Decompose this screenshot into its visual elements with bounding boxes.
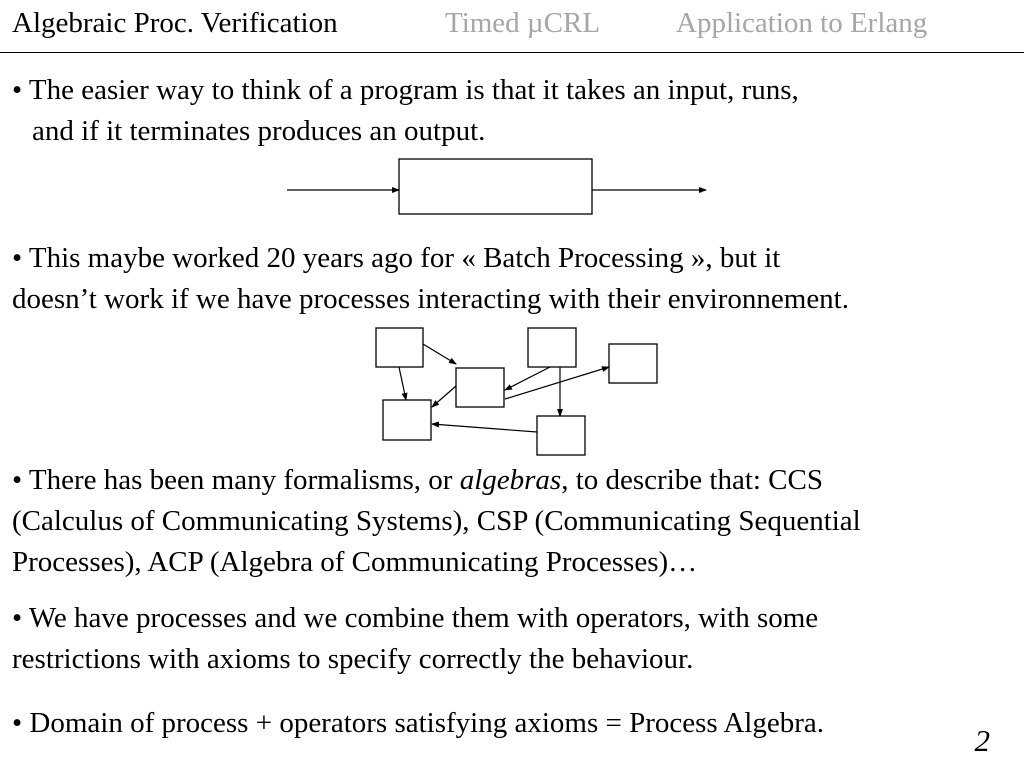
- algebras-term: algebras: [459, 464, 562, 496]
- process-box: [376, 328, 423, 367]
- bullet-operators-axioms-line2: restrictions with axioms to specify correctly the behaviour.: [12, 643, 694, 675]
- bullet-formalisms-line2: (Calculus of Communicating Systems), CSP (Communicating Sequential: [12, 505, 861, 537]
- section-nav: [12, 7, 1024, 51]
- bullet-program-io-line1: • The easier way to think of a program is that it takes an input, runs,: [12, 74, 799, 106]
- process-box: [609, 344, 657, 383]
- header-divider: [0, 52, 1024, 53]
- interaction-arrow: [432, 424, 537, 432]
- interaction-arrow: [423, 344, 456, 364]
- process-box: [456, 368, 504, 407]
- page-number: 2: [974, 723, 990, 758]
- bullet-formalisms: [12, 460, 861, 583]
- nav-tab-algebraic-verification[interactable]: Algebraic Proc. Verification: [12, 7, 338, 39]
- process-box: [383, 400, 431, 440]
- process-box: [537, 416, 585, 455]
- process-box: [528, 328, 576, 367]
- bullet-program-io-line2: and if it terminates produces an output.: [32, 115, 486, 147]
- bullet-program-io: [12, 70, 799, 152]
- interaction-arrow: [399, 367, 406, 400]
- program-io-diagram: [287, 159, 706, 214]
- bullet-batch-processing-line1: • This maybe worked 20 years ago for « Batch Processing », but it: [12, 242, 781, 274]
- bullet-operators-axioms: [12, 598, 818, 680]
- program-box: [399, 159, 592, 214]
- bullet-formalisms-line1: • There has been many formalisms, or algebras, to describe that: CCS: [12, 464, 823, 496]
- interacting-processes-diagram: [376, 328, 657, 455]
- bullet-process-algebra-line1: • Domain of process + operators satisfying axioms = Process Algebra.: [12, 707, 825, 739]
- bullet-batch-processing-line2: doesn’t work if we have processes interacting with their environnement.: [12, 283, 849, 315]
- bullet-formalisms-line3: Processes), ACP (Algebra of Communicating Processes)…: [12, 546, 698, 578]
- nav-tab-erlang[interactable]: Application to Erlang: [676, 7, 928, 39]
- interaction-arrow: [432, 386, 456, 407]
- nav-tab-timed-mucrl[interactable]: Timed µCRL: [445, 7, 601, 39]
- interaction-arrow: [505, 367, 550, 390]
- bullet-process-algebra: [12, 703, 824, 744]
- bullet-operators-axioms-line1: • We have processes and we combine them with operators, with some: [12, 602, 819, 634]
- interaction-arrow: [505, 367, 609, 399]
- bullet-batch-processing: [12, 238, 849, 320]
